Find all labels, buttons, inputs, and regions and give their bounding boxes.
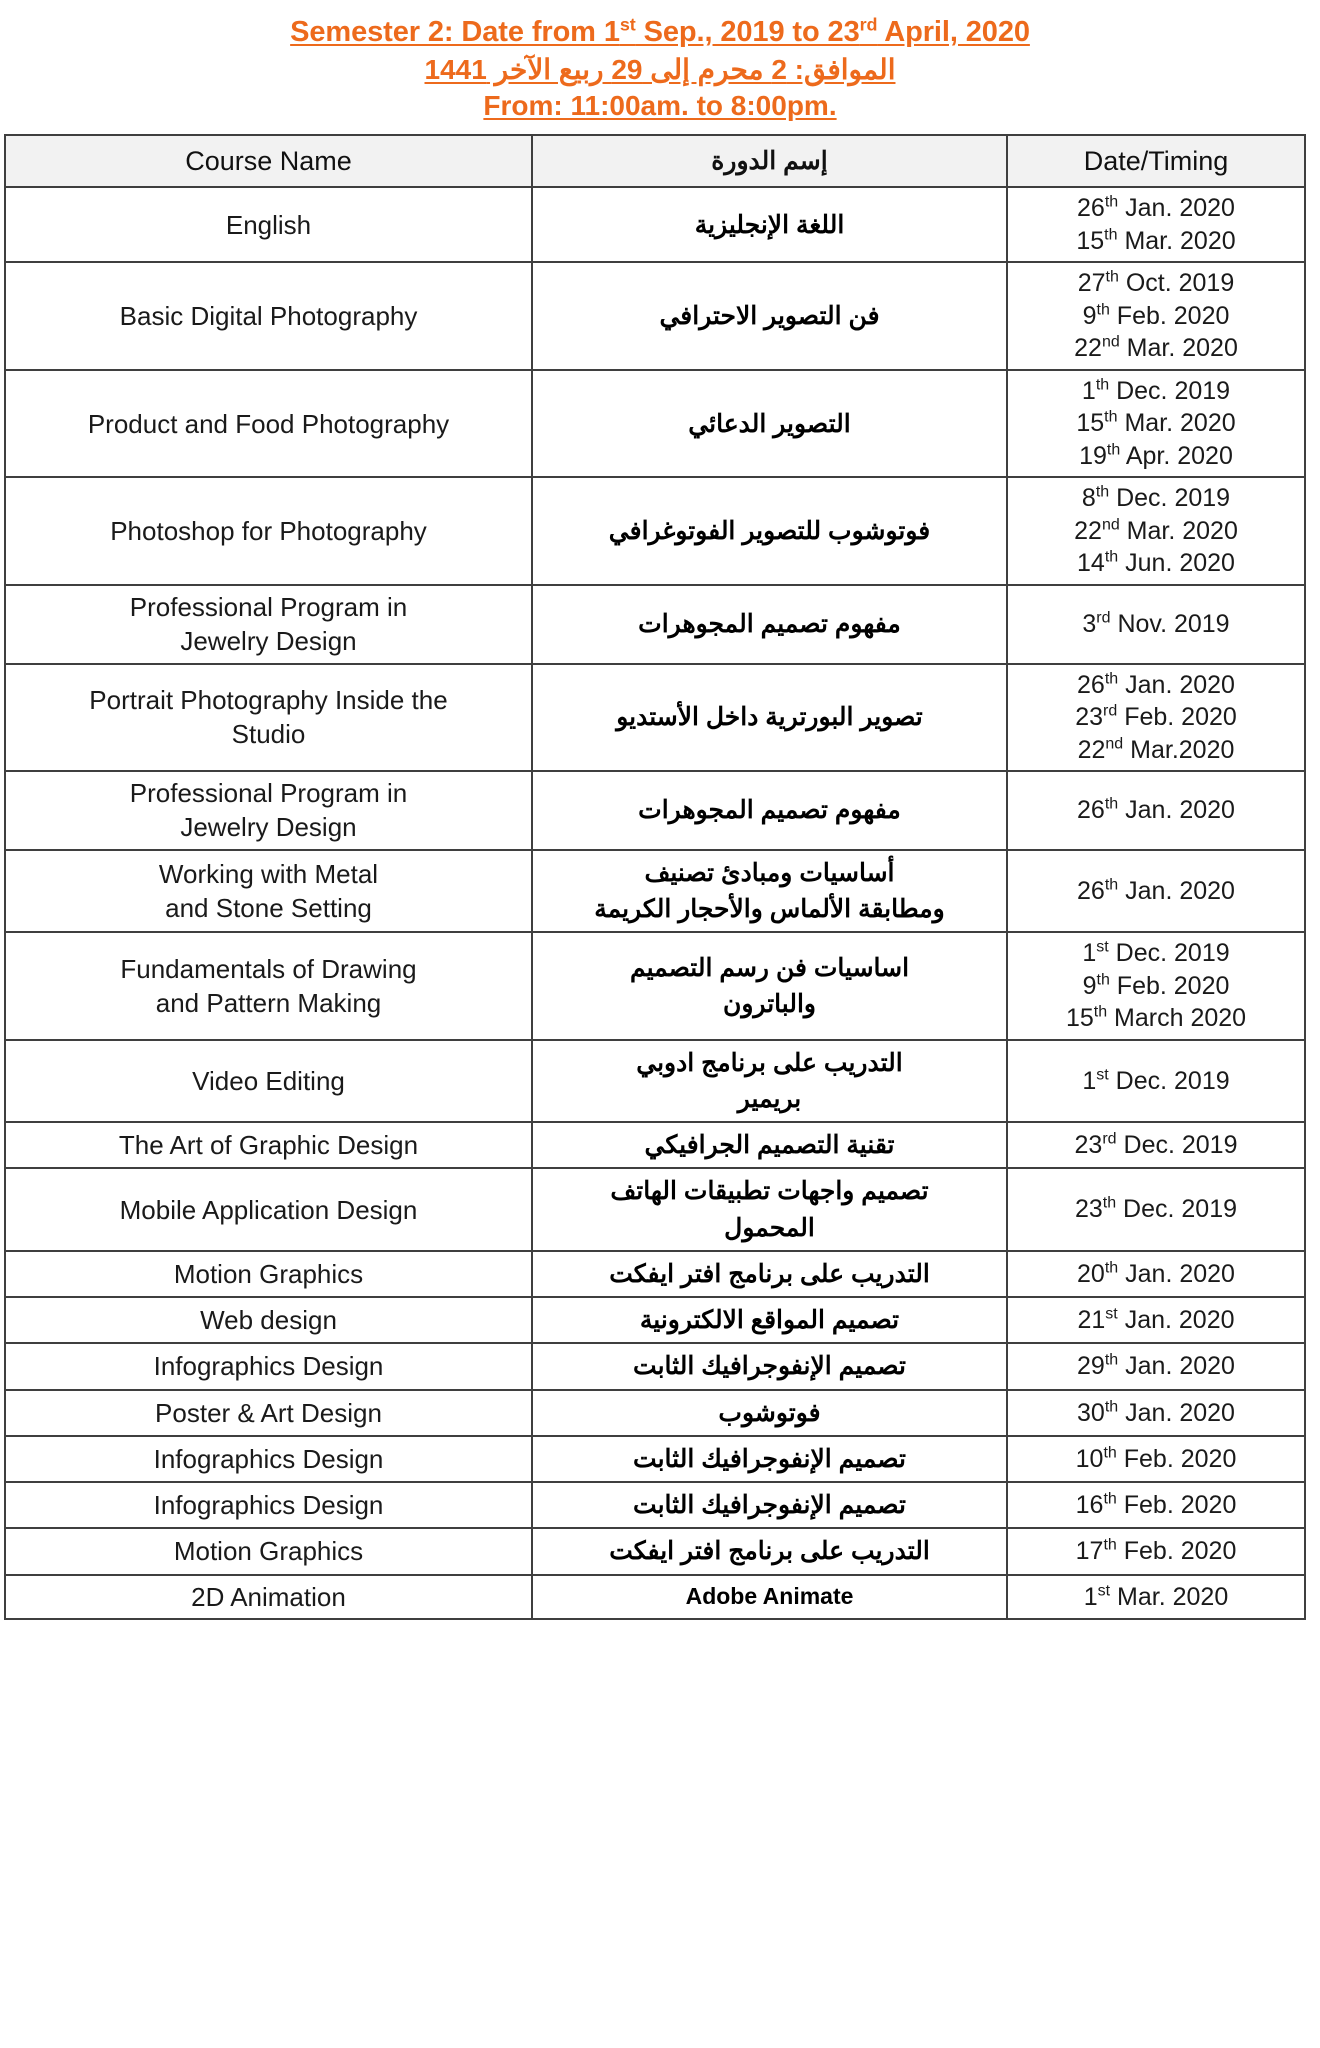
cell-course-name-ar: اساسيات فن رسم التصميم والباترون [532, 932, 1007, 1040]
semester-title-mid: Sep., 2019 to 23 [635, 16, 860, 48]
table-row [5, 1528, 1305, 1574]
cell-date-timing [1007, 1575, 1305, 1619]
cell-course-name-en: Motion Graphics [5, 1251, 532, 1297]
table-row [5, 850, 1305, 933]
date-entry: 15th Mar. 2020 [1076, 226, 1236, 255]
table-row [5, 1575, 1305, 1619]
date-ordinal-suffix: rd [1103, 702, 1118, 720]
date-entry: 22nd Mar.2020 [1077, 735, 1235, 764]
date-entry: 3rd Nov. 2019 [1082, 609, 1230, 639]
cell-date-timing [1007, 664, 1305, 772]
date-entry: 26th Jan. 2020 [1077, 876, 1235, 905]
date-ordinal-suffix: th [1104, 795, 1119, 813]
date-ordinal-suffix: th [1104, 549, 1119, 567]
cell-course-name-ar: تصميم الإنفوجرافيك الثابت [532, 1436, 1007, 1482]
cell-date-timing [1007, 1482, 1305, 1528]
column-header-date-timing: Date/Timing [1007, 135, 1305, 187]
cell-date-timing [1007, 262, 1305, 370]
cell-course-name-en: Professional Program in Jewelry Design [5, 771, 532, 850]
date-ordinal-suffix: st [1097, 1582, 1111, 1600]
cell-course-name-ar: التدريب على برنامج ادوبي بريمير [532, 1040, 1007, 1123]
cell-date-timing [1007, 1122, 1305, 1168]
table-row [5, 187, 1305, 262]
cell-date-timing [1007, 1040, 1305, 1123]
cell-course-name-en: The Art of Graphic Design [5, 1122, 532, 1168]
date-ordinal-suffix: nd [1101, 334, 1120, 352]
cell-date-timing [1007, 1251, 1305, 1297]
date-entry: 9th Feb. 2020 [1082, 971, 1230, 1000]
cell-course-name-en: Product and Food Photography [5, 370, 532, 478]
cell-date-timing [1007, 1168, 1305, 1251]
cell-course-name-en: Working with Metal and Stone Setting [5, 850, 532, 933]
table-row [5, 1297, 1305, 1343]
date-entry: 22nd Mar. 2020 [1074, 334, 1238, 363]
semester-title-line [0, 14, 1320, 52]
date-entry: 23rd Dec. 2019 [1074, 1130, 1238, 1160]
semester-title-suffix: April, 2020 [877, 16, 1030, 48]
date-ordinal-suffix: th [1104, 1398, 1119, 1416]
date-ordinal-suffix: th [1095, 376, 1110, 394]
date-entry: 14th Jun. 2020 [1077, 549, 1235, 578]
cell-course-name-ar: التدريب على برنامج افتر ايفكت [532, 1528, 1007, 1574]
date-ordinal-suffix: th [1102, 1195, 1117, 1213]
cell-course-name-ar: فوتوشوب [532, 1390, 1007, 1436]
date-entry: 20th Jan. 2020 [1077, 1259, 1235, 1288]
date-ordinal-suffix: st [1096, 938, 1109, 956]
date-ordinal-suffix: th [1104, 194, 1119, 212]
cell-course-name-ar: أساسيات ومبادئ تصنيف ومطابقة الألماس والأحجار الكريمة [532, 850, 1007, 933]
cell-course-name-ar: Adobe Animate [532, 1575, 1007, 1619]
table-row [5, 1040, 1305, 1123]
cell-course-name-en: Portrait Photography Inside the Studio [5, 664, 532, 772]
table-row [5, 664, 1305, 772]
date-ordinal-suffix: st [1105, 1305, 1118, 1323]
cell-course-name-ar: التدريب على برنامج افتر ايفكت [532, 1251, 1007, 1297]
date-ordinal-suffix: th [1096, 971, 1110, 989]
table-body [5, 187, 1305, 1619]
date-entry: 29th Jan. 2020 [1077, 1352, 1235, 1381]
column-header-course-name-en: Course Name [5, 135, 532, 187]
cell-course-name-en: Video Editing [5, 1040, 532, 1123]
cell-course-name-en: Professional Program in Jewelry Design [5, 585, 532, 664]
date-entry: 15th Mar. 2020 [1076, 409, 1236, 438]
cell-course-name-ar: فن التصوير الاحترافي [532, 262, 1007, 370]
date-entry: 1st Mar. 2020 [1083, 1582, 1229, 1611]
cell-date-timing [1007, 370, 1305, 478]
date-entry: 23rd Feb. 2020 [1075, 702, 1237, 732]
cell-course-name-ar: تصميم الإنفوجرافيك الثابت [532, 1482, 1007, 1528]
table-row [5, 1343, 1305, 1389]
date-ordinal-suffix: th [1095, 484, 1110, 502]
cell-course-name-ar: التصوير الدعائي [532, 370, 1007, 478]
date-entry: 16th Feb. 2020 [1075, 1490, 1237, 1520]
date-entry: 9th Feb. 2020 [1082, 301, 1230, 330]
date-ordinal-suffix: th [1104, 1259, 1119, 1277]
cell-course-name-ar: تصميم المواقع الالكترونية [532, 1297, 1007, 1343]
cell-date-timing [1007, 477, 1305, 585]
date-entry: 10th Feb. 2020 [1075, 1444, 1237, 1473]
table-row [5, 932, 1305, 1040]
cell-course-name-ar: مفهوم تصميم المجوهرات [532, 771, 1007, 850]
table-header [5, 135, 1305, 187]
table-row [5, 1482, 1305, 1528]
date-entry: 26th Jan. 2020 [1077, 670, 1235, 699]
cell-course-name-ar: مفهوم تصميم المجوهرات [532, 585, 1007, 664]
date-entry: 21st Jan. 2020 [1077, 1305, 1235, 1335]
cell-course-name-en: Poster & Art Design [5, 1390, 532, 1436]
date-ordinal-suffix: th [1104, 670, 1119, 688]
cell-date-timing [1007, 1297, 1305, 1343]
cell-course-name-ar: تقنية التصميم الجرافيكي [532, 1122, 1007, 1168]
cell-course-name-ar: تصميم الإنفوجرافيك الثابت [532, 1343, 1007, 1389]
cell-course-name-ar: فوتوشوب للتصوير الفوتوغرافي [532, 477, 1007, 585]
cell-course-name-ar: تصوير البورترية داخل الأستديو [532, 664, 1007, 772]
cell-date-timing [1007, 850, 1305, 933]
cell-date-timing [1007, 932, 1305, 1040]
table-row [5, 1251, 1305, 1297]
date-ordinal-suffix: th [1104, 1352, 1119, 1370]
table-row [5, 771, 1305, 850]
table-row [5, 1436, 1305, 1482]
date-entry: 1st Dec. 2019 [1082, 1066, 1230, 1095]
date-entry: 17th Feb. 2020 [1075, 1537, 1237, 1566]
date-entry: 1st Dec. 2019 [1082, 938, 1230, 968]
cell-course-name-en: English [5, 187, 532, 262]
date-entry: 15th March 2020 [1065, 1003, 1247, 1033]
date-ordinal-suffix: th [1104, 226, 1118, 244]
table-header-row [5, 135, 1305, 187]
ordinal-suffix-2: rd [859, 14, 878, 35]
cell-course-name-en: Mobile Application Design [5, 1168, 532, 1251]
cell-course-name-en: Motion Graphics [5, 1528, 532, 1574]
document-header [0, 0, 1320, 134]
ordinal-suffix-1: st [619, 14, 636, 35]
date-entry: 26th Jan. 2020 [1077, 194, 1235, 223]
cell-course-name-ar: تصميم واجهات تطبيقات الهاتف المحمول [532, 1168, 1007, 1251]
cell-course-name-en: Web design [5, 1297, 532, 1343]
timing-line: From: 11:00am. to 8:00pm. [483, 90, 837, 122]
date-ordinal-suffix: st [1096, 1066, 1109, 1084]
cell-course-name-en: Infographics Design [5, 1482, 532, 1528]
date-ordinal-suffix: th [1105, 269, 1119, 287]
table-row [5, 585, 1305, 664]
semester-title-prefix: Semester 2: Date from 1 [290, 16, 620, 48]
column-header-course-name-ar: إسم الدورة [532, 135, 1007, 187]
cell-date-timing [1007, 1343, 1305, 1389]
table-row [5, 477, 1305, 585]
date-ordinal-suffix: th [1103, 1490, 1117, 1508]
date-ordinal-suffix: rd [1096, 609, 1111, 627]
schedule-table-container [0, 134, 1320, 1620]
cell-date-timing [1007, 1528, 1305, 1574]
hijri-date-line: الموافق: 2 محرم إلى 29 ربيع الآخر 1441 [424, 53, 896, 85]
date-entry: 26th Jan. 2020 [1077, 795, 1235, 825]
date-entry: 22nd Mar. 2020 [1074, 516, 1238, 545]
date-entry: 1th Dec. 2019 [1081, 376, 1231, 405]
date-ordinal-suffix: nd [1101, 516, 1120, 534]
cell-course-name-ar: اللغة الإنجليزية [532, 187, 1007, 262]
cell-date-timing [1007, 1436, 1305, 1482]
table-row [5, 262, 1305, 370]
cell-course-name-en: Infographics Design [5, 1436, 532, 1482]
date-ordinal-suffix: th [1093, 1003, 1108, 1021]
cell-course-name-en: Photoshop for Photography [5, 477, 532, 585]
date-entry: 23th Dec. 2019 [1074, 1195, 1238, 1224]
table-row [5, 1168, 1305, 1251]
table-row [5, 1122, 1305, 1168]
date-ordinal-suffix: th [1096, 301, 1110, 319]
date-ordinal-suffix: th [1103, 1537, 1117, 1555]
date-ordinal-suffix: th [1103, 1444, 1117, 1462]
date-ordinal-suffix: rd [1102, 1130, 1117, 1148]
cell-date-timing [1007, 1390, 1305, 1436]
table-row [5, 1390, 1305, 1436]
date-ordinal-suffix: th [1106, 441, 1121, 459]
date-ordinal-suffix: th [1104, 409, 1118, 427]
date-ordinal-suffix: nd [1105, 735, 1124, 753]
cell-date-timing [1007, 771, 1305, 850]
date-entry: 30th Jan. 2020 [1077, 1398, 1235, 1427]
cell-course-name-en: Infographics Design [5, 1343, 532, 1389]
date-entry: 19th Apr. 2020 [1079, 441, 1233, 470]
cell-date-timing [1007, 585, 1305, 664]
cell-course-name-en: Basic Digital Photography [5, 262, 532, 370]
date-entry: 27th Oct. 2019 [1077, 269, 1235, 298]
table-row [5, 370, 1305, 478]
date-ordinal-suffix: th [1104, 876, 1119, 894]
cell-course-name-en: Fundamentals of Drawing and Pattern Making [5, 932, 532, 1040]
course-schedule-table [4, 134, 1306, 1620]
date-entry: 8th Dec. 2019 [1081, 484, 1231, 513]
cell-course-name-en: 2D Animation [5, 1575, 532, 1619]
cell-date-timing [1007, 187, 1305, 262]
